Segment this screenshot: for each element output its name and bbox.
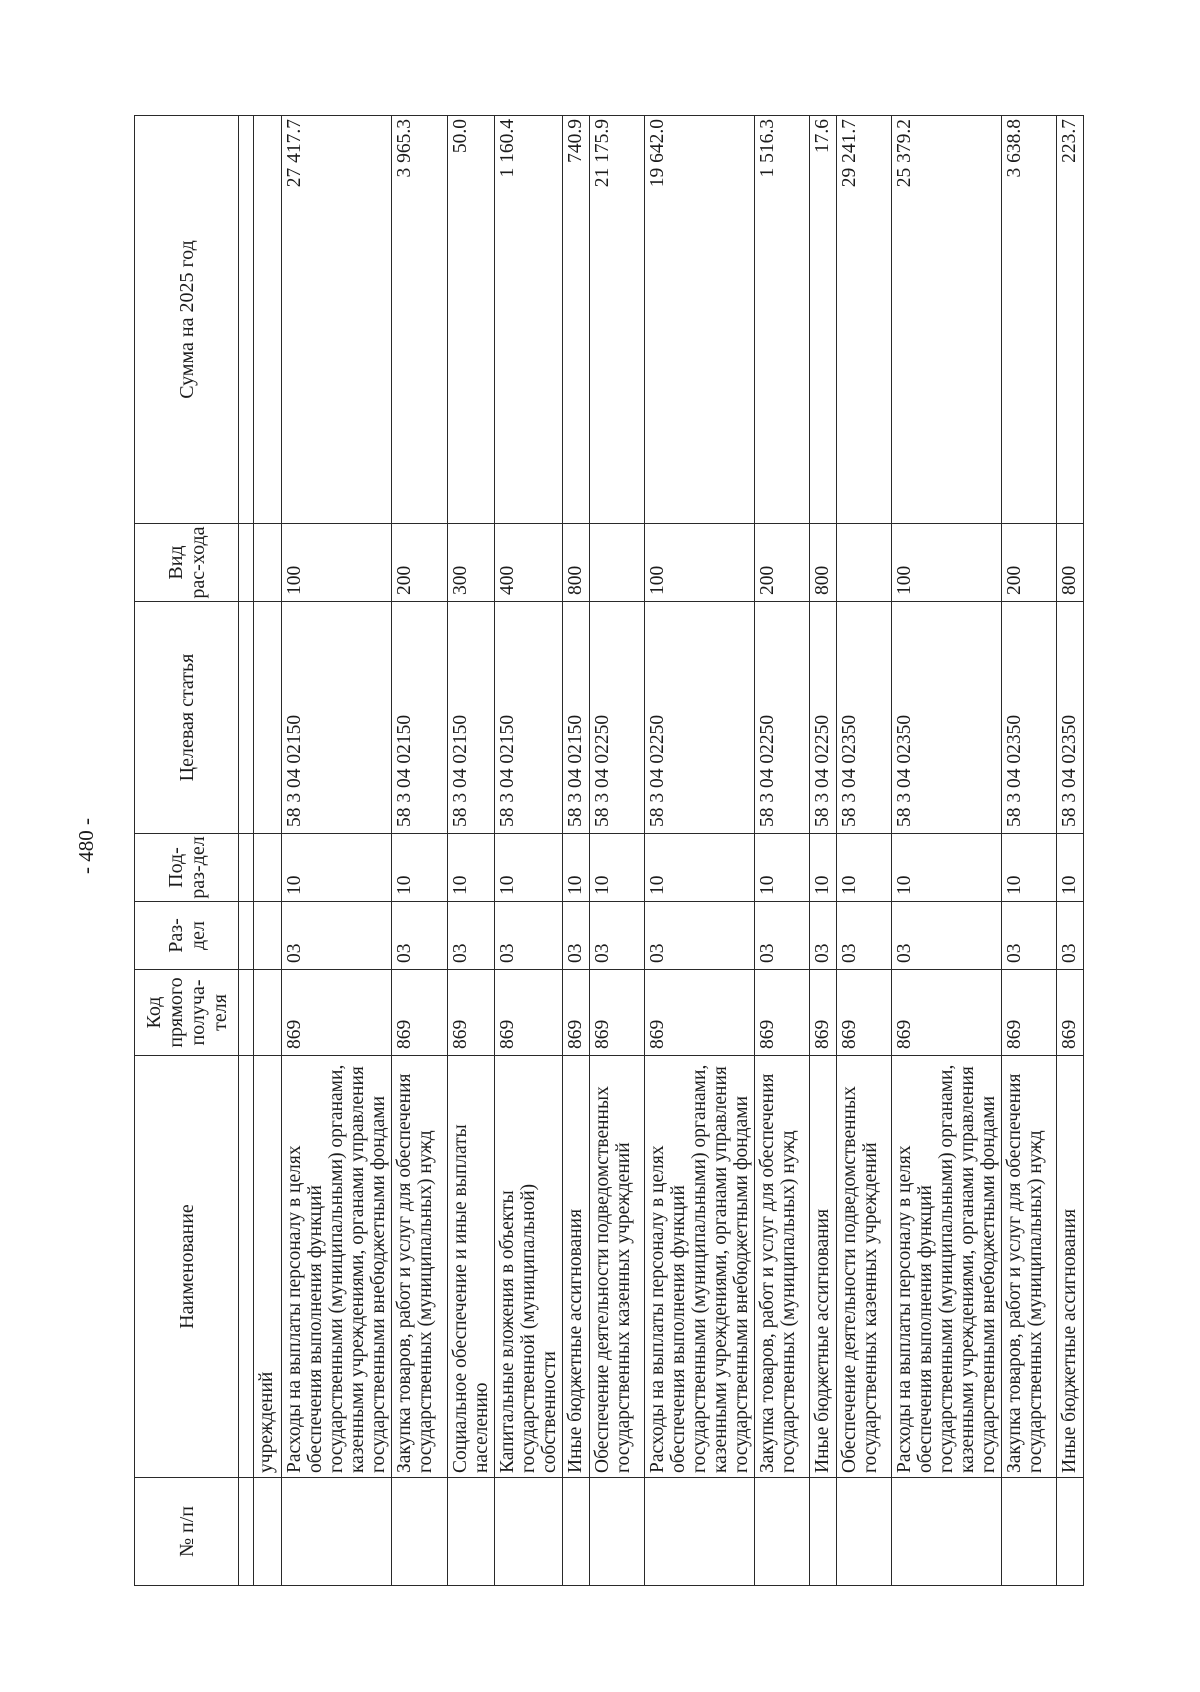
cell-recipient: 869 bbox=[810, 970, 837, 1056]
cell-expense: 800 bbox=[563, 524, 590, 602]
cell-section: 03 bbox=[590, 902, 645, 970]
cell-section: 03 bbox=[837, 902, 892, 970]
cell-target: 58 3 04 02350 bbox=[1057, 602, 1084, 834]
cell-subsection: 10 bbox=[810, 834, 837, 902]
cell-amount: 1 160.4 bbox=[495, 116, 563, 524]
cell-section: 03 bbox=[645, 902, 755, 970]
cell-subsection: 10 bbox=[1002, 834, 1057, 902]
table-row bbox=[495, 116, 563, 1586]
cell-name: Иные бюджетные ассигнования bbox=[563, 1056, 590, 1478]
cell-name: Расходы на выплаты персоналу в целях обеспечения выполнения функций государственными (муниципальными) органами, казенными учреждениями, органами управления государственными внебюджетными фондами bbox=[282, 1056, 392, 1478]
cell-subsection: 10 bbox=[495, 834, 563, 902]
cell-recipient: 869 bbox=[392, 970, 448, 1056]
cell-recipient: 869 bbox=[837, 970, 892, 1056]
table-row bbox=[837, 116, 892, 1586]
cell-recipient: 869 bbox=[1057, 970, 1084, 1056]
cell-subsection: 10 bbox=[645, 834, 755, 902]
cell-amount: 50.0 bbox=[448, 116, 495, 524]
header-subsection: Под-раз-дел bbox=[135, 834, 239, 902]
cell-name: Закупка товаров, работ и услуг для обеспечения государственных (муниципальных) нужд bbox=[392, 1056, 448, 1478]
cell-recipient: 869 bbox=[1002, 970, 1057, 1056]
table-row bbox=[590, 116, 645, 1586]
table-row bbox=[282, 116, 392, 1586]
cell-section: 03 bbox=[282, 902, 392, 970]
cell-section: 03 bbox=[1002, 902, 1057, 970]
cell-no bbox=[810, 1478, 837, 1586]
cell-recipient: 869 bbox=[755, 970, 810, 1056]
table-body bbox=[239, 116, 1084, 1586]
cell-recipient: 869 bbox=[645, 970, 755, 1056]
cell-subsection: 10 bbox=[282, 834, 392, 902]
budget-table-container bbox=[134, 116, 1084, 1586]
cell-amount: 17.6 bbox=[810, 116, 837, 524]
cell-name: Социальное обеспечение и иные выплаты населению bbox=[448, 1056, 495, 1478]
cell-name: Иные бюджетные ассигнования bbox=[810, 1056, 837, 1478]
cell-amount: 25 379.2 bbox=[892, 116, 1002, 524]
cell-recipient: 869 bbox=[282, 970, 392, 1056]
table-row bbox=[892, 116, 1002, 1586]
cell-expense: 200 bbox=[392, 524, 448, 602]
cell-expense: 800 bbox=[810, 524, 837, 602]
cell-recipient: 869 bbox=[590, 970, 645, 1056]
table-row bbox=[392, 116, 448, 1586]
cell-section: 03 bbox=[810, 902, 837, 970]
cell-section: 03 bbox=[892, 902, 1002, 970]
cell-no bbox=[1057, 1478, 1084, 1586]
table-row-spacer bbox=[239, 116, 254, 1586]
cell-amount bbox=[254, 116, 282, 524]
cell-section: 03 bbox=[448, 902, 495, 970]
cell-subsection bbox=[254, 834, 282, 902]
page-number: - 480 - bbox=[74, 818, 98, 874]
cell-target: 58 3 04 02150 bbox=[495, 602, 563, 834]
cell-target: 58 3 04 02150 bbox=[392, 602, 448, 834]
header-expense: Вид рас-хода bbox=[135, 524, 239, 602]
cell-subsection: 10 bbox=[837, 834, 892, 902]
cell-no bbox=[645, 1478, 755, 1586]
cell-target: 58 3 04 02250 bbox=[590, 602, 645, 834]
cell-name: Закупка товаров, работ и услуг для обеспечения государственных (муниципальных) нужд bbox=[1002, 1056, 1057, 1478]
cell-amount: 27 417.7 bbox=[282, 116, 392, 524]
cell-expense: 300 bbox=[448, 524, 495, 602]
header-name: Наименование bbox=[135, 1056, 239, 1478]
cell-amount: 19 642.0 bbox=[645, 116, 755, 524]
table-row bbox=[755, 116, 810, 1586]
cell-expense: 200 bbox=[1002, 524, 1057, 602]
cell-name: Обеспечение деятельности подведомственных государственных казенных учреждений bbox=[590, 1056, 645, 1478]
cell-name: Закупка товаров, работ и услуг для обеспечения государственных (муниципальных) нужд bbox=[755, 1056, 810, 1478]
cell-section: 03 bbox=[392, 902, 448, 970]
table-row bbox=[563, 116, 590, 1586]
cell-section: 03 bbox=[1057, 902, 1084, 970]
cell-no bbox=[448, 1478, 495, 1586]
cell-expense: 800 bbox=[1057, 524, 1084, 602]
cell-name: Иные бюджетные ассигнования bbox=[1057, 1056, 1084, 1478]
cell-name: учреждений bbox=[254, 1056, 282, 1478]
cell-no bbox=[495, 1478, 563, 1586]
cell-recipient bbox=[254, 970, 282, 1056]
cell-name: Обеспечение деятельности подведомственных государственных казенных учреждений bbox=[837, 1056, 892, 1478]
cell-section: 03 bbox=[495, 902, 563, 970]
cell-recipient: 869 bbox=[892, 970, 1002, 1056]
table-row bbox=[810, 116, 837, 1586]
cell-amount: 223.7 bbox=[1057, 116, 1084, 524]
cell-no bbox=[254, 1478, 282, 1586]
cell-no bbox=[590, 1478, 645, 1586]
cell-section bbox=[254, 902, 282, 970]
cell-no bbox=[892, 1478, 1002, 1586]
cell-target: 58 3 04 02350 bbox=[837, 602, 892, 834]
cell-expense bbox=[590, 524, 645, 602]
cell-target: 58 3 04 02250 bbox=[755, 602, 810, 834]
cell-name: Расходы на выплаты персоналу в целях обеспечения выполнения функций государственными (муниципальными) органами, казенными учреждениями, органами управления государственными внебюджетными фондами bbox=[892, 1056, 1002, 1478]
cell-subsection: 10 bbox=[1057, 834, 1084, 902]
cell-expense: 200 bbox=[755, 524, 810, 602]
table-header-row bbox=[135, 116, 239, 1586]
cell-subsection: 10 bbox=[755, 834, 810, 902]
cell-subsection: 10 bbox=[590, 834, 645, 902]
cell-recipient: 869 bbox=[495, 970, 563, 1056]
cell-expense bbox=[837, 524, 892, 602]
cell-amount: 3 638.8 bbox=[1002, 116, 1057, 524]
header-section: Раз-дел bbox=[135, 902, 239, 970]
cell-expense: 400 bbox=[495, 524, 563, 602]
header-no: № п/п bbox=[135, 1478, 239, 1586]
cell-subsection: 10 bbox=[392, 834, 448, 902]
cell-target: 58 3 04 02350 bbox=[892, 602, 1002, 834]
cell-expense: 100 bbox=[282, 524, 392, 602]
cell-amount: 29 241.7 bbox=[837, 116, 892, 524]
cell-amount: 740.9 bbox=[563, 116, 590, 524]
cell-recipient: 869 bbox=[448, 970, 495, 1056]
header-amount: Сумма на 2025 год bbox=[135, 116, 239, 524]
cell-no bbox=[563, 1478, 590, 1586]
cell-subsection: 10 bbox=[563, 834, 590, 902]
cell-expense: 100 bbox=[892, 524, 1002, 602]
cell-target: 58 3 04 02250 bbox=[645, 602, 755, 834]
cell-expense bbox=[254, 524, 282, 602]
cell-target: 58 3 04 02150 bbox=[282, 602, 392, 834]
header-target: Целевая статья bbox=[135, 602, 239, 834]
cell-amount: 21 175.9 bbox=[590, 116, 645, 524]
cell-name: Капитальные вложения в объекты государственной (муниципальной) собственности bbox=[495, 1056, 563, 1478]
table-row bbox=[1002, 116, 1057, 1586]
table-row bbox=[448, 116, 495, 1586]
cell-target: 58 3 04 02250 bbox=[810, 602, 837, 834]
cell-name: Расходы на выплаты персоналу в целях обеспечения выполнения функций государственными (муниципальными) органами, казенными учреждениями, органами управления государственными внебюджетными фондами bbox=[645, 1056, 755, 1478]
cell-no bbox=[392, 1478, 448, 1586]
cell-target bbox=[254, 602, 282, 834]
cell-subsection: 10 bbox=[892, 834, 1002, 902]
cell-amount: 3 965.3 bbox=[392, 116, 448, 524]
cell-no bbox=[837, 1478, 892, 1586]
cell-no bbox=[1002, 1478, 1057, 1586]
cell-target: 58 3 04 02150 bbox=[563, 602, 590, 834]
cell-subsection: 10 bbox=[448, 834, 495, 902]
cell-target: 58 3 04 02150 bbox=[448, 602, 495, 834]
cell-expense: 100 bbox=[645, 524, 755, 602]
header-recipient: Код прямого получа-теля bbox=[135, 970, 239, 1056]
cell-section: 03 bbox=[755, 902, 810, 970]
budget-table bbox=[134, 115, 1084, 1586]
cell-no bbox=[755, 1478, 810, 1586]
cell-no bbox=[282, 1478, 392, 1586]
table-row bbox=[645, 116, 755, 1586]
cell-target: 58 3 04 02350 bbox=[1002, 602, 1057, 834]
table-row bbox=[1057, 116, 1084, 1586]
cell-section: 03 bbox=[563, 902, 590, 970]
cell-amount: 1 516.3 bbox=[755, 116, 810, 524]
table-row bbox=[254, 116, 282, 1586]
cell-recipient: 869 bbox=[563, 970, 590, 1056]
